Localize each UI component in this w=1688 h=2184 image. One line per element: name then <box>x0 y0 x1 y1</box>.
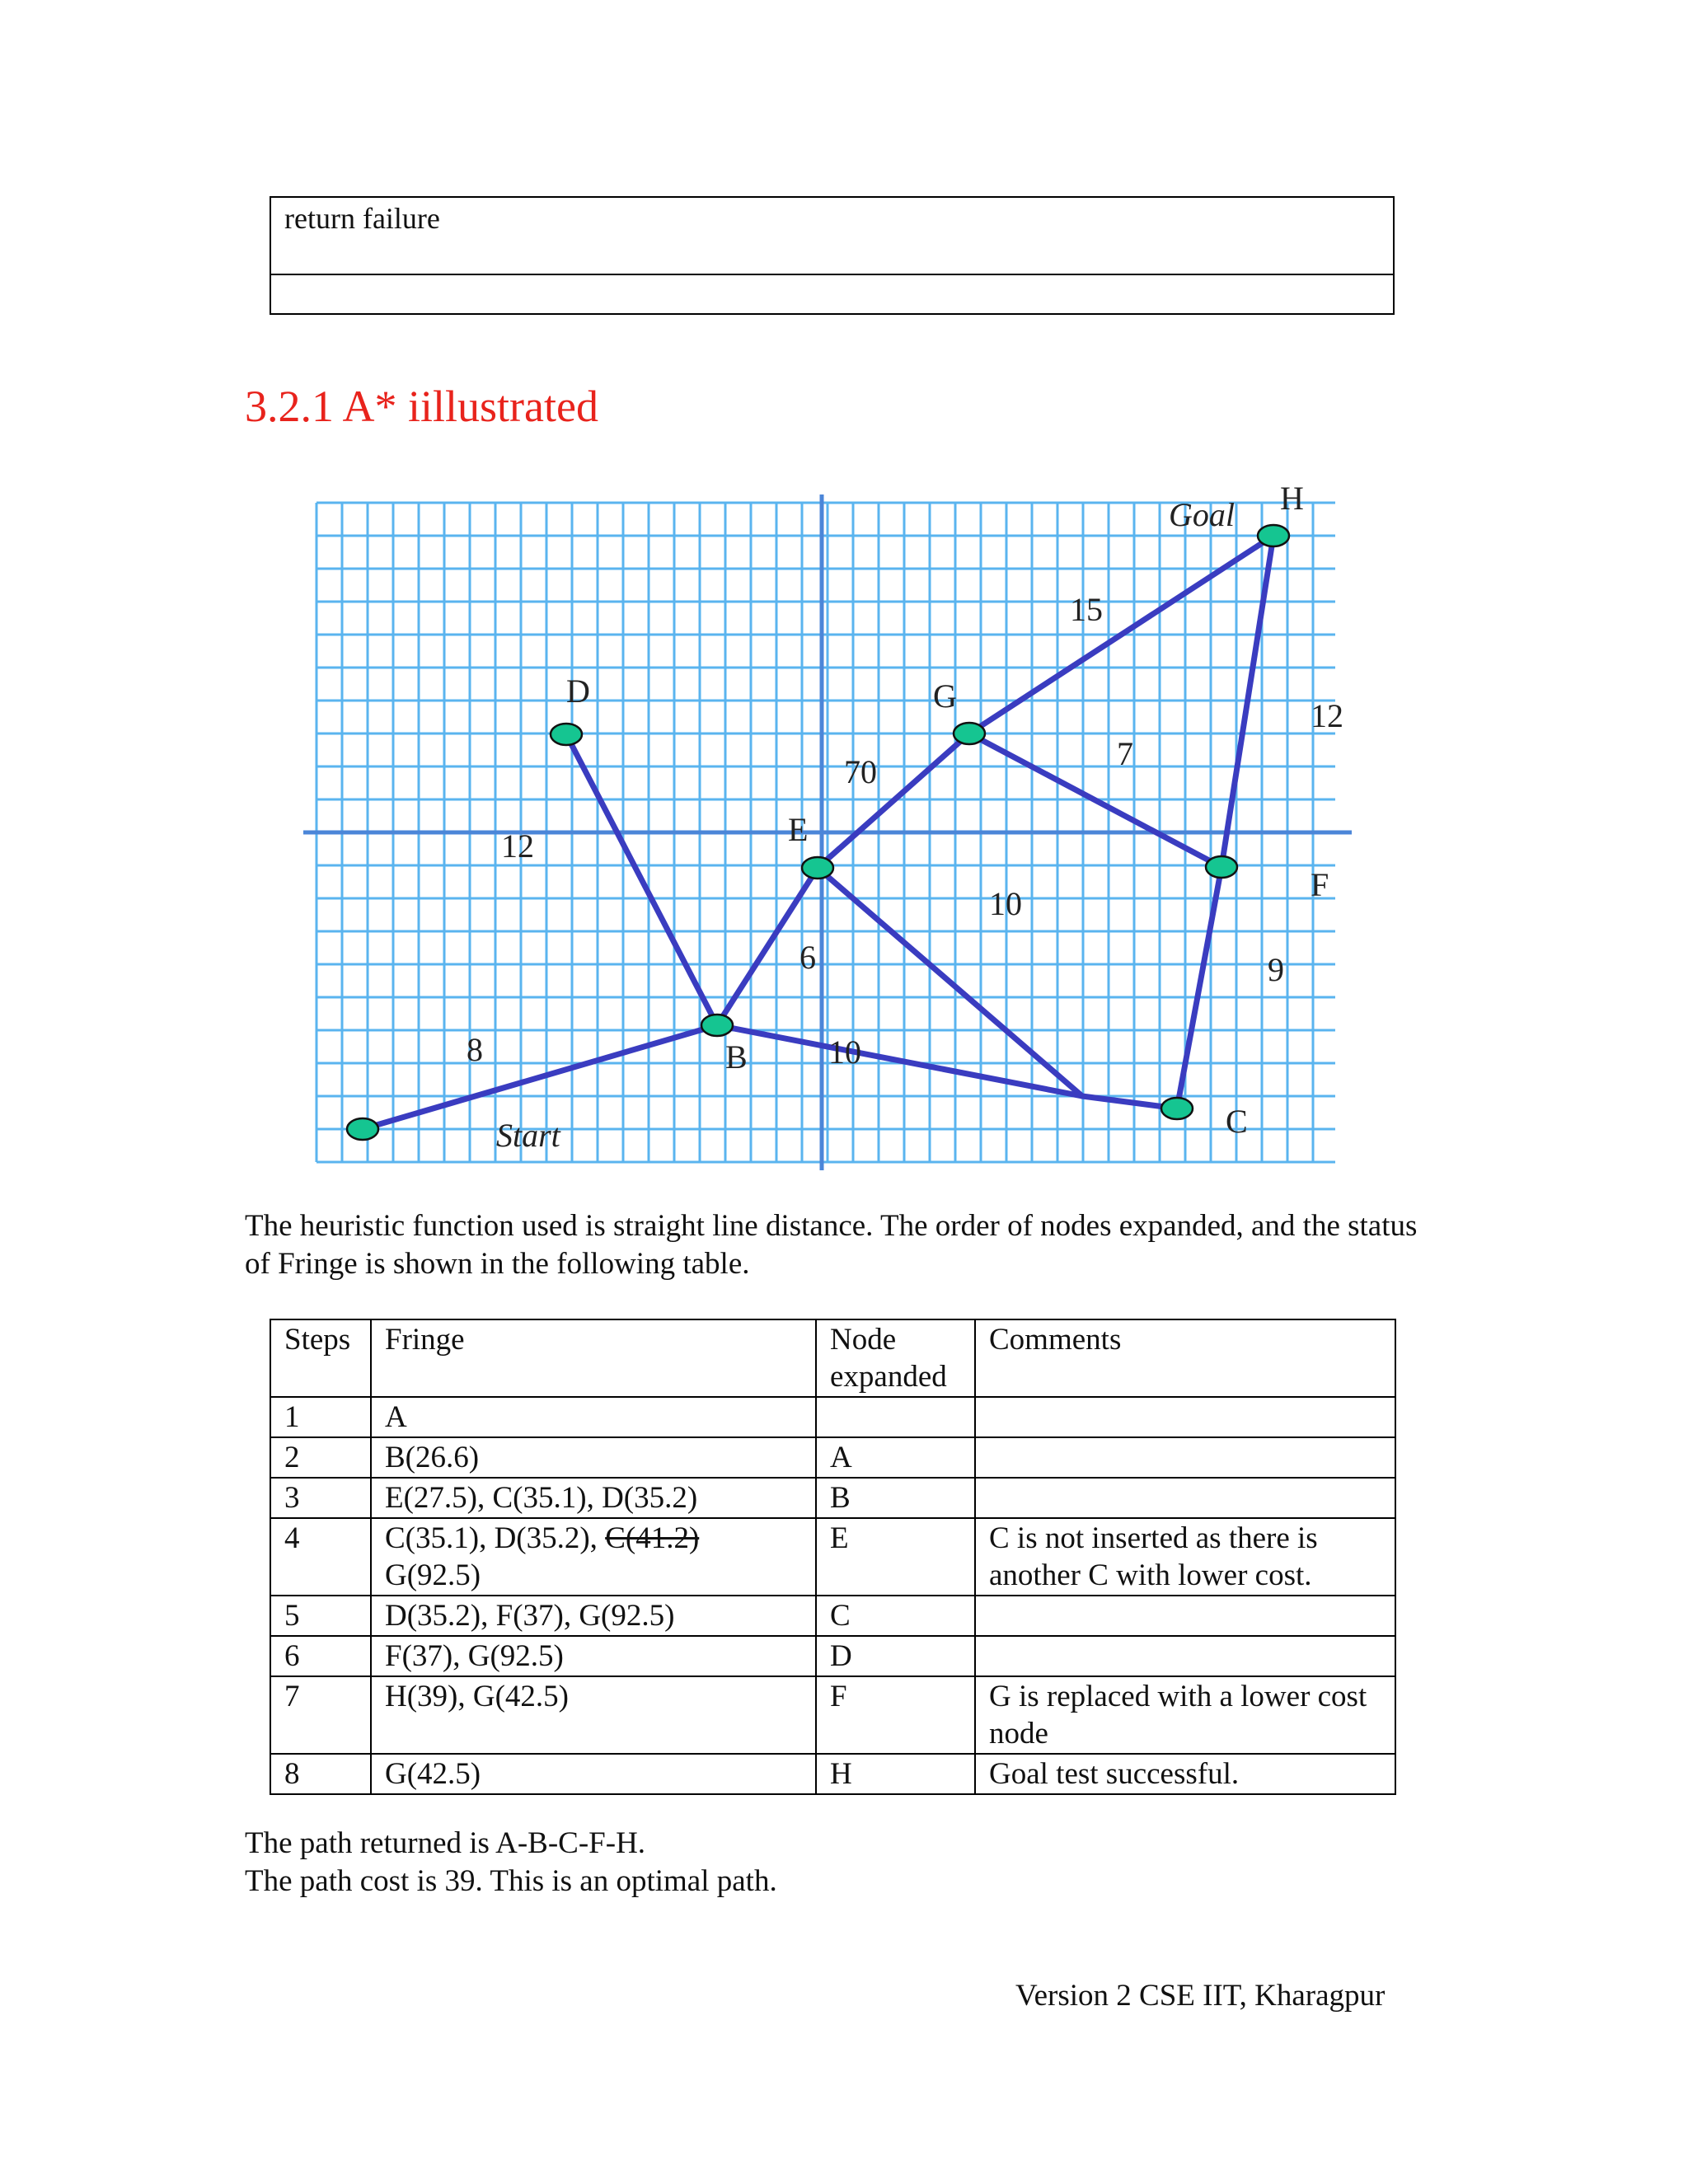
expanded-cell: E <box>816 1518 975 1596</box>
fringe-text: D(35.2), F(37), G(92.5) <box>385 1599 675 1633</box>
expanded-cell: F <box>816 1676 975 1754</box>
header-comments: Comments <box>975 1319 1395 1397</box>
node-g <box>954 723 985 744</box>
fringe-text: C(35.1), D(35.2), <box>385 1521 606 1555</box>
goal-label: Goal <box>1169 496 1235 533</box>
node-d <box>551 724 582 745</box>
edge-a-b <box>363 1025 717 1129</box>
graph-svg <box>297 486 1360 1179</box>
page-footer: Version 2 CSE IIT, Kharagpur <box>1015 1979 1386 2013</box>
header-steps: Steps <box>270 1319 371 1397</box>
table-row <box>270 1754 1395 1794</box>
table-row <box>270 1596 1395 1636</box>
weight-e-c: 10 <box>989 885 1022 922</box>
table-row <box>270 1397 1395 1437</box>
fringe-cell <box>371 1478 816 1518</box>
result-block <box>245 1825 777 1900</box>
step-cell: 7 <box>270 1676 371 1754</box>
table-row <box>270 1636 1395 1676</box>
fringe-cell <box>371 1518 816 1596</box>
fringe-cell <box>371 1754 816 1794</box>
code-box <box>270 196 1395 315</box>
comment-cell: C is not inserted as there is another C with lower cost. <box>975 1518 1395 1596</box>
fringe-cell <box>371 1397 816 1437</box>
comment-cell <box>975 1636 1395 1676</box>
weight-a-b: 8 <box>467 1031 483 1068</box>
header-node-expanded: Node expanded <box>816 1319 975 1397</box>
path-returned-line: The path returned is A-B-C-F-H. <box>245 1826 646 1860</box>
edge-f-c <box>1177 867 1221 1108</box>
node-h <box>1258 525 1289 546</box>
edge-b-c <box>717 1025 1082 1096</box>
table-row <box>270 1437 1395 1478</box>
step-cell: 6 <box>270 1636 371 1676</box>
comment-cell: Goal test successful. <box>975 1754 1395 1794</box>
fringe-cell <box>371 1676 816 1754</box>
weight-g-f: 7 <box>1117 735 1133 772</box>
step-cell: 2 <box>270 1437 371 1478</box>
header-fringe: Fringe <box>371 1319 816 1397</box>
expanded-cell: H <box>816 1754 975 1794</box>
astar-graph-figure <box>297 486 1360 1179</box>
node-c <box>1161 1098 1193 1119</box>
fringe-text: F(37), G(92.5) <box>385 1639 564 1673</box>
node-b-label: B <box>725 1038 748 1076</box>
weight-b-c: 10 <box>828 1033 861 1071</box>
fringe-text: A <box>385 1400 407 1434</box>
fringe-after-text: G(92.5) <box>385 1558 481 1592</box>
table-header-row <box>270 1319 1395 1397</box>
node-h-label: H <box>1280 486 1304 517</box>
expanded-cell: A <box>816 1437 975 1478</box>
step-cell: 3 <box>270 1478 371 1518</box>
table-row <box>270 1478 1395 1518</box>
expanded-cell: C <box>816 1596 975 1636</box>
grid <box>303 494 1352 1170</box>
node-f <box>1206 856 1237 878</box>
weight-g-h: 15 <box>1070 591 1103 628</box>
edge-d-b <box>566 734 717 1025</box>
path-cost-line: The path cost is 39. This is an optimal path. <box>245 1864 777 1898</box>
node-e <box>802 857 833 879</box>
comment-cell <box>975 1437 1395 1478</box>
comment-cell <box>975 1397 1395 1437</box>
code-box-empty-row <box>270 274 1394 314</box>
step-cell: 1 <box>270 1397 371 1437</box>
comment-cell: G is replaced with a lower cost node <box>975 1676 1395 1754</box>
table-row <box>270 1518 1395 1596</box>
expanded-cell: D <box>816 1636 975 1676</box>
fringe-struck-text: C(41.2) <box>605 1521 700 1555</box>
fringe-text: B(26.6) <box>385 1441 480 1474</box>
fringe-cell <box>371 1636 816 1676</box>
node-d-label: D <box>566 673 590 710</box>
weight-e-g: 70 <box>844 753 877 790</box>
expanded-cell <box>816 1397 975 1437</box>
weight-b-e: 6 <box>799 939 816 976</box>
fringe-cell <box>371 1596 816 1636</box>
node-g-label: G <box>933 677 957 715</box>
node-e-label: E <box>788 811 809 848</box>
fringe-table <box>270 1319 1396 1795</box>
fringe-cell <box>371 1437 816 1478</box>
fringe-text: G(42.5) <box>385 1757 481 1791</box>
fringe-text: H(39), G(42.5) <box>385 1680 569 1713</box>
node-a <box>347 1118 378 1140</box>
node-c-label: C <box>1226 1103 1248 1140</box>
heuristic-paragraph: The heuristic function used is straight line distance. The order of nodes expanded, and the status of Fringe is shown in the following table. <box>245 1209 1418 1281</box>
section-heading: 3.2.1 A* iillustrated <box>245 382 598 431</box>
comment-cell <box>975 1596 1395 1636</box>
step-cell: 4 <box>270 1518 371 1596</box>
fringe-text: E(27.5), C(35.1), D(35.2) <box>385 1481 698 1515</box>
node-b <box>701 1015 733 1036</box>
table-row <box>270 1676 1395 1754</box>
step-cell: 5 <box>270 1596 371 1636</box>
weight-h-f: 12 <box>1311 697 1343 734</box>
start-label: Start <box>496 1117 560 1154</box>
weight-f-c: 9 <box>1268 951 1284 988</box>
node-f-label: F <box>1311 866 1329 903</box>
step-cell: 8 <box>270 1754 371 1794</box>
weight-b-d: 12 <box>501 827 534 865</box>
expanded-cell: B <box>816 1478 975 1518</box>
comment-cell <box>975 1478 1395 1518</box>
code-box-text: return failure <box>270 197 1394 274</box>
table-body <box>270 1397 1395 1794</box>
